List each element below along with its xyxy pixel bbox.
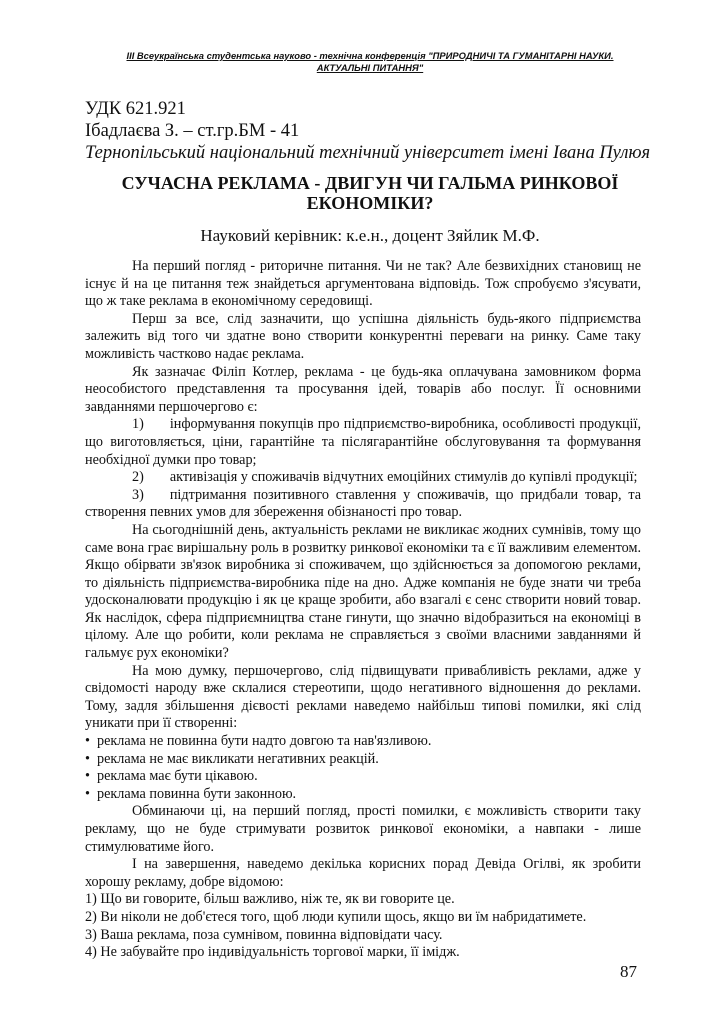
- bullet-icon: •: [85, 733, 90, 750]
- list-item: [85, 487, 641, 522]
- list-item: [85, 416, 641, 469]
- list-item-number: 2): [132, 469, 144, 486]
- conference-header-line-2: АКТУАЛЬНІ ПИТАННЯ": [316, 62, 424, 73]
- list-item: [85, 751, 641, 769]
- author-line: Ібадлаєва З. – ст.гр.БМ - 41: [85, 121, 300, 141]
- article-body: [85, 258, 641, 962]
- affiliation: Тернопільський національний технічний університет імені Івана Пулюя: [85, 143, 651, 163]
- list-item: [85, 733, 641, 751]
- article-title-line-1: СУЧАСНА РЕКЛАМА - ДВИГУН ЧИ ГАЛЬМА РИНКОВОЇ: [121, 173, 619, 193]
- list-item: [85, 768, 641, 786]
- bullet-icon: •: [85, 768, 90, 785]
- supervisor-line: Науковий керівник: к.е.н., доцент Зяйлик М.Ф.: [200, 226, 540, 245]
- list-item: 1) Що ви говорите, більш важливо, ніж те, як ви говорите це.: [85, 891, 455, 908]
- article-title-line-2: ЕКОНОМІКИ?: [306, 193, 434, 213]
- bullet-icon: •: [85, 785, 90, 802]
- list-item: [85, 469, 641, 487]
- paragraph: Обминаючи ці, на перший погляд, прості помилки, є можливість створити таку рекламу, що не буде стримувати розвиток ринкової економіки, а навпаки - лише стимулюватиме його.: [85, 803, 641, 855]
- conference-header-line-1: ІІІ Всеукраїнська студентська науково - технічна конференція "ПРИРОДНИЧІ ТА ГУМАНІТАРНІ НАУКИ.: [126, 50, 614, 61]
- list-item-text: реклама повинна бути законною.: [97, 785, 297, 802]
- list-item: 2) Ви ніколи не доб'єтеся того, щоб люди купили щось, якщо ви їм набридатимете.: [85, 908, 587, 925]
- page-number: 87: [620, 962, 637, 981]
- typical-mistakes-list: [85, 733, 641, 803]
- list-item-text: реклама має бути цікавою.: [97, 768, 258, 785]
- article-title: [85, 173, 655, 213]
- list-item: 4) Не забувайте про індивідуальність торгової марки, її імідж.: [85, 944, 460, 961]
- conference-header: [85, 50, 655, 74]
- advertising-tasks-list: [85, 416, 641, 522]
- list-item-number: 3): [132, 486, 144, 503]
- list-item: 3) Ваша реклама, поза сумнівом, повинна відповідати часу.: [85, 926, 443, 943]
- list-item-text: підтримання позитивного ставлення у споживачів, що придбали товар, та створення певних умов для збереження обізнаності про товар.: [85, 486, 641, 521]
- paragraph: І на завершення, наведемо декілька корисних порад Девіда Огілві, як зробити хорошу рекламу, добре відомою:: [85, 856, 641, 890]
- list-item-text: реклама не повинна бути надто довгою та нав'язливою.: [97, 733, 432, 750]
- article-meta: [85, 98, 650, 164]
- paragraph: Перш за все, слід зазначити, що успішна діяльність будь-якого підприємства залежить від того чи здатне воно створити конкурентні переваги на ринку. Саме таку можливість частково надає реклама.: [85, 310, 641, 362]
- list-item: [85, 786, 641, 804]
- list-item-number: 1): [132, 416, 144, 433]
- bullet-icon: •: [85, 750, 90, 767]
- udk-code: УДК 621.921: [85, 99, 186, 119]
- list-item-text: інформування покупців про підприємство-виробника, особливості продукції, що виготовляється, ціни, гарантійне та післягарантійне обслуговування та формування необхідної думки про товар;: [85, 416, 641, 468]
- ogilvy-tips-list: [85, 891, 641, 961]
- list-item-text: активізація у споживачів відчутних емоційних стимулів до купівлі продукції;: [169, 469, 638, 486]
- paragraph: На мою думку, першочергово, слід підвищувати привабливість реклами, адже у свідомості народу вже склалися стереотипи, щодо негативного відношення до реклами. Тому, задля збільшення дієвості реклами наведемо найбільш типові помилки, які слід уникати при її створенні:: [85, 662, 641, 732]
- list-item-text: реклама не має викликати негативних реакцій.: [97, 750, 379, 767]
- paragraph: На сьогоднішній день, актуальність реклами не викликає жодних сумнівів, тому що саме вона грає вирішальну роль в розвитку ринкової економіки та є її важливим елементом. Якщо обірвати зв'язок виробника зі споживачем, що здійснюється за допомогою реклами, то діяльність підприємства-виробника піде на дно. Адже компанія не буде знати чи треба удосконалювати продукцію і як це краще зробити, або взагалі є сенс створити новий товар. Як наслідок, сфера підприємництва стане гинути, що значно відобразиться на економіці в цілому. Але що робити, коли реклама не справляється з своїми власними завданнями й гальмує рух економіки?: [85, 521, 641, 662]
- paragraph: Як зазначає Філіп Котлер, реклама - це будь-яка оплачувана замовником форма неособистого представлення та просування ідей, товарів або послуг. Її основними завданнями першочергово є:: [85, 363, 641, 415]
- paragraph: На перший погляд - риторичне питання. Чи не так? Але безвихідних становищ не існує й на це питання теж знайдеться аргументована відповідь. Тож спробуємо з'ясувати, що ж таке реклама в економічному середовищі.: [85, 258, 641, 310]
